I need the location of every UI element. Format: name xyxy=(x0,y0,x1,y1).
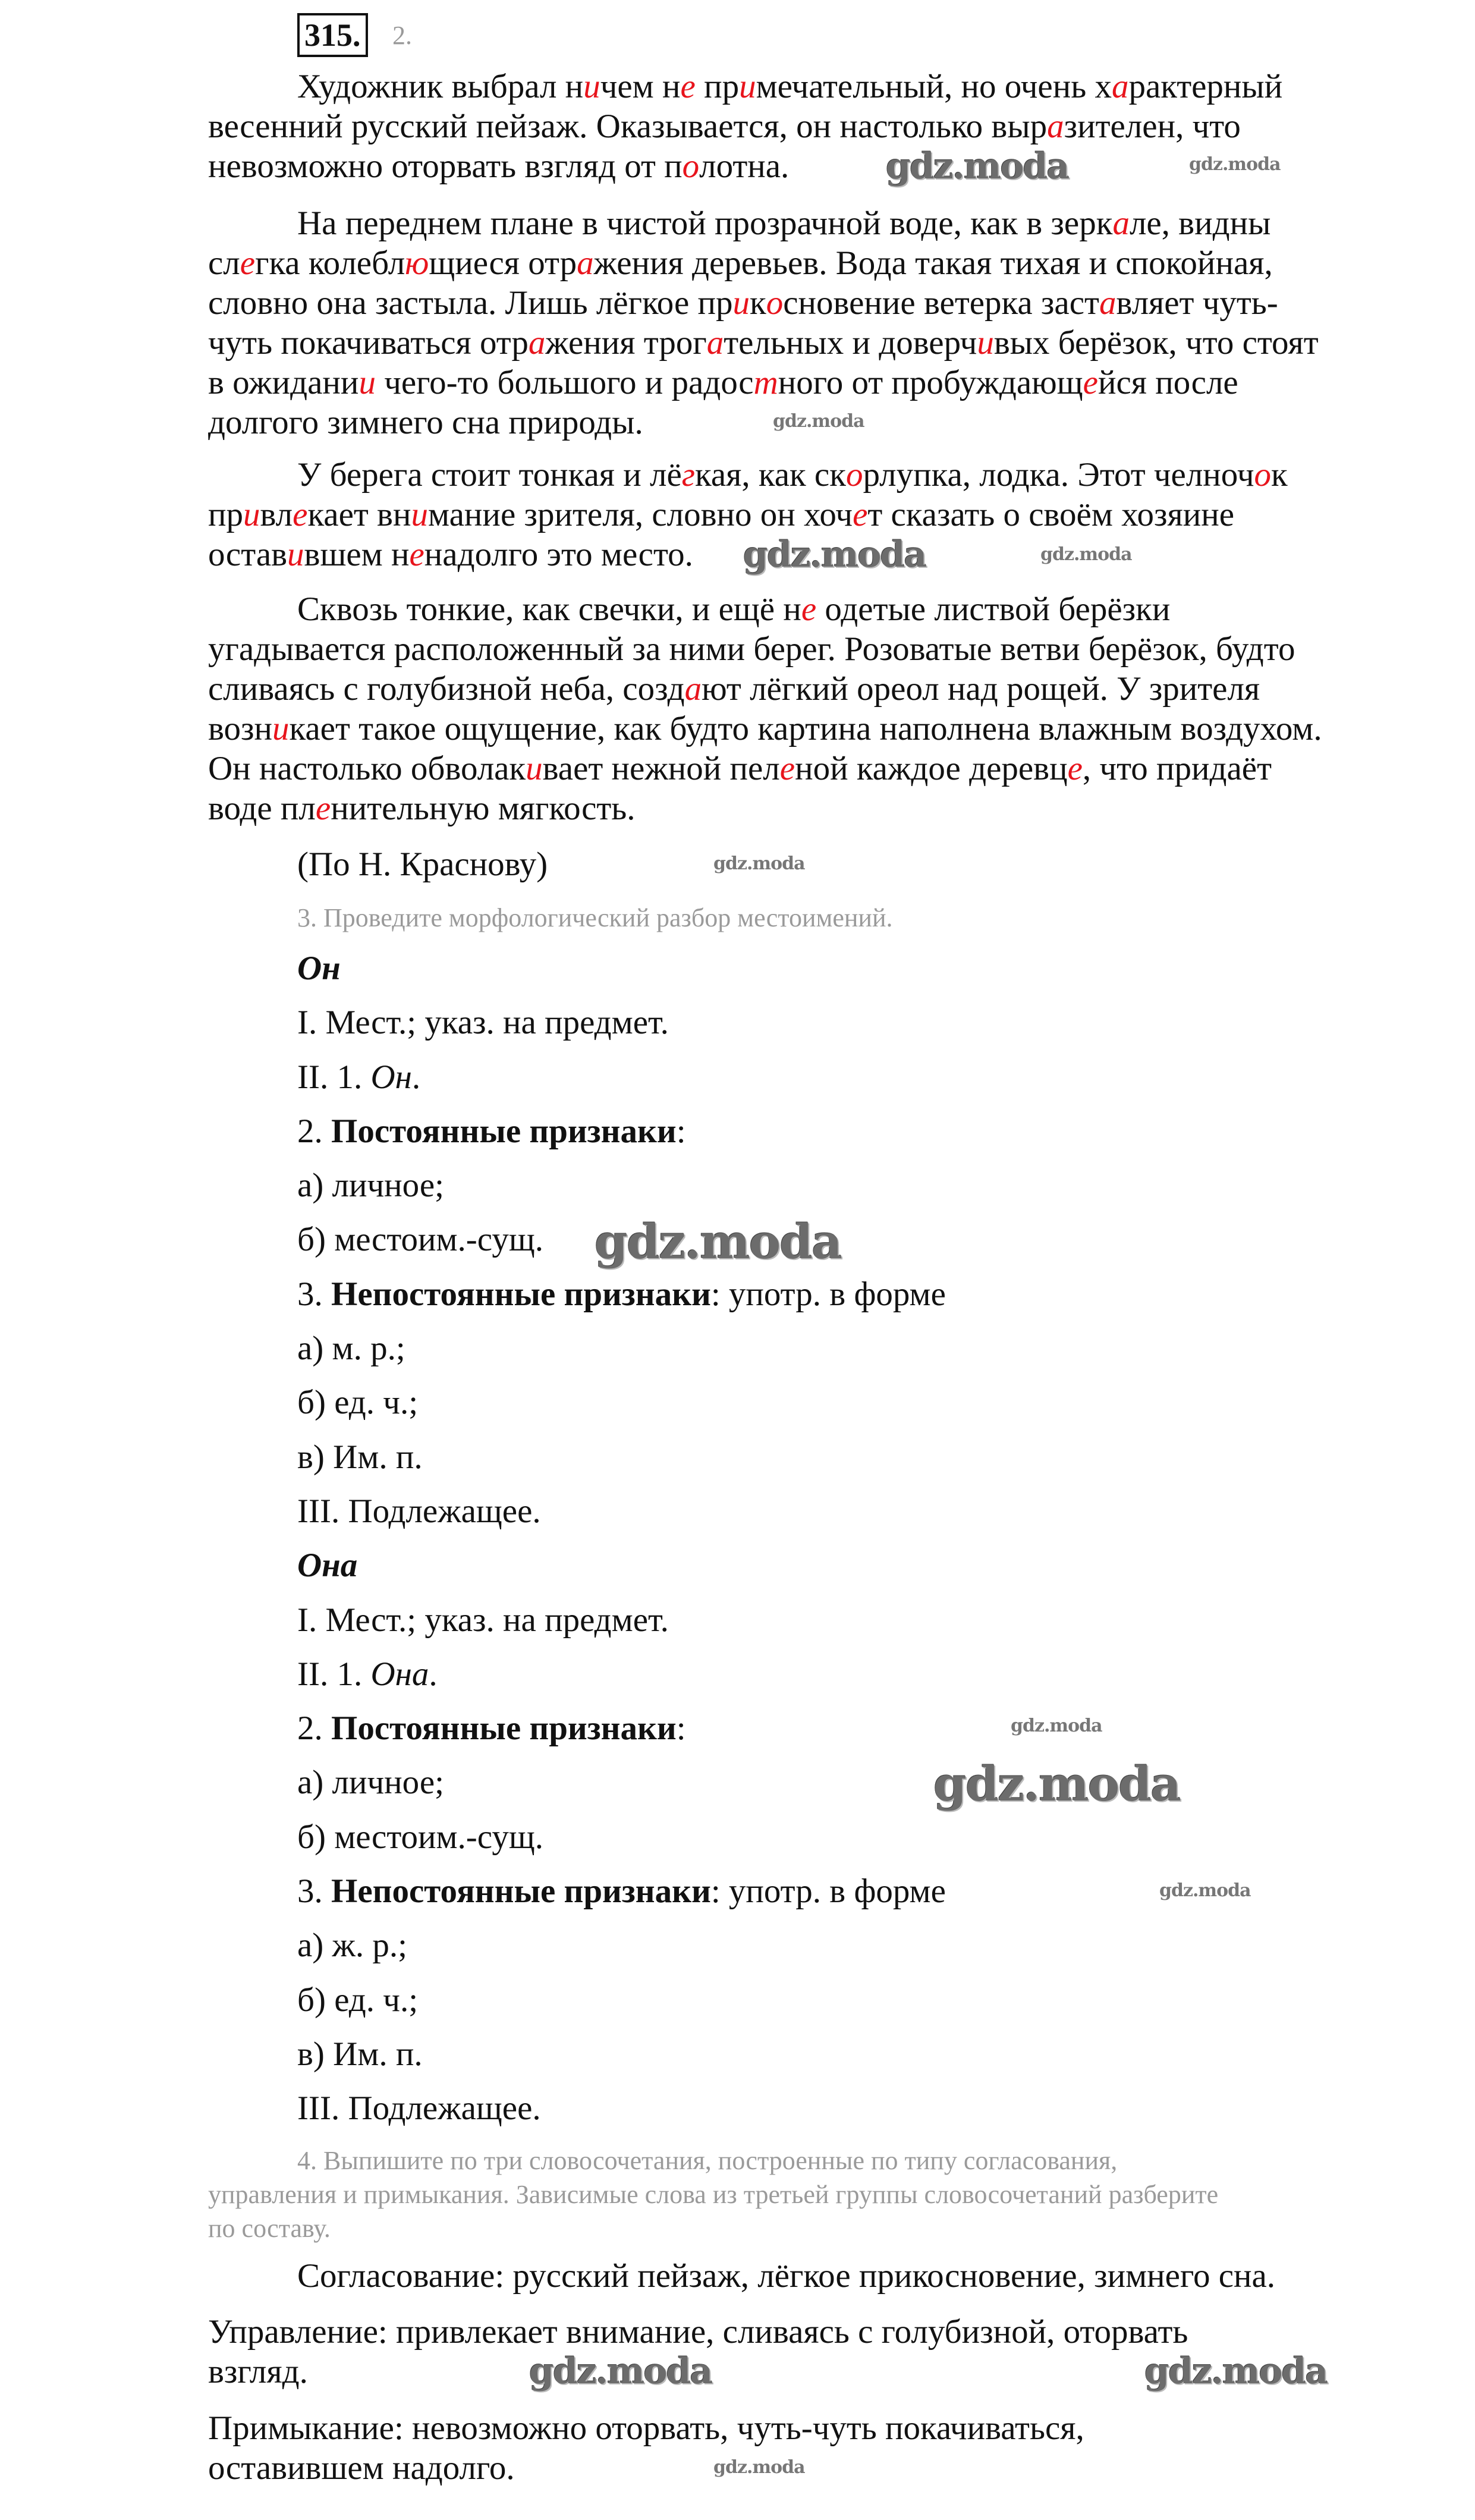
text-line xyxy=(208,669,1322,709)
analysis-item xyxy=(297,1647,946,1701)
source-attribution xyxy=(297,844,548,884)
text-line xyxy=(208,455,1288,495)
watermark: gdz.moda xyxy=(1011,1715,1102,1736)
text-line xyxy=(208,243,1319,283)
watermark: gdz.moda xyxy=(595,1214,841,1270)
text-segment: одетые листвой берёзки xyxy=(816,590,1171,628)
text-segment: угадывается расположенный за ними берег. Розоватые ветви берёзок, будто xyxy=(208,630,1295,668)
highlighted-letter: е xyxy=(315,790,331,827)
highlighted-letter: т xyxy=(753,364,778,401)
text-segment: вляет чуть- xyxy=(1116,284,1278,322)
analysis-item xyxy=(297,1810,946,1864)
watermark: gdz.moda xyxy=(1159,1880,1251,1901)
watermark: gdz.moda xyxy=(773,411,864,432)
text-segment: Непостоянные признаки xyxy=(331,1872,711,1911)
text-segment: вает нежной пел xyxy=(542,750,780,787)
text-segment: : xyxy=(676,1710,686,1748)
pronoun-analysis xyxy=(297,941,946,2136)
text-segment: 2. xyxy=(297,1112,331,1150)
analysis-item xyxy=(297,1158,946,1212)
text-segment: нительную мягкость. xyxy=(331,790,636,827)
text-segment: жения деревьев. Вода такая тихая и спокойная, xyxy=(593,244,1273,282)
text-segment: надолго это место. xyxy=(424,536,693,573)
text-line xyxy=(208,495,1288,535)
text-line xyxy=(208,146,1282,186)
text-segment: невозможно оторвать взгляд от п xyxy=(208,147,683,185)
text-segment: 3. xyxy=(297,1275,331,1313)
exercise-number: 315. xyxy=(297,13,368,57)
highlighted-letter: е xyxy=(293,496,308,533)
text-segment: йся после xyxy=(1097,364,1238,401)
text-line xyxy=(208,67,1282,106)
highlighted-letter: о xyxy=(682,147,700,185)
text-segment: , что придаёт xyxy=(1082,750,1272,787)
text-segment: кает такое ощущение, как будто картина наполнена влажным воздухом. xyxy=(289,710,1322,747)
text-line xyxy=(208,2312,1188,2352)
highlighted-letter: и xyxy=(358,364,376,401)
text-line xyxy=(208,106,1282,146)
highlighted-letter: и xyxy=(287,536,304,573)
highlighted-letter: и xyxy=(243,496,260,533)
analysis-item xyxy=(297,2027,946,2081)
text-segment: в) Им. п. xyxy=(297,1438,423,1476)
text-segment: Художник выбрал н xyxy=(297,68,584,105)
text-segment: Он настолько обволак xyxy=(208,750,526,787)
text-segment: зителен, что xyxy=(1064,108,1241,145)
analysis-item xyxy=(297,1701,946,1755)
text-segment: тельных и доверч xyxy=(724,324,977,362)
highlighted-letter: е xyxy=(240,244,256,282)
text-segment: а) ж. р.; xyxy=(297,1927,407,1965)
text-segment: ного от пробуждающ xyxy=(778,364,1083,401)
analysis-item xyxy=(297,941,946,995)
subtask-number: 2. xyxy=(392,21,412,50)
text-segment: : xyxy=(676,1112,686,1150)
highlighted-letter: о xyxy=(1254,456,1271,494)
text-segment: остав xyxy=(208,536,288,573)
text-line xyxy=(297,2256,1275,2296)
text-line xyxy=(208,788,1322,828)
watermark: gdz.moda xyxy=(1040,544,1132,565)
highlighted-letter: г xyxy=(681,456,696,494)
paragraph-4 xyxy=(208,589,1322,828)
watermark: gdz.moda xyxy=(1144,2351,1328,2392)
paragraph-1 xyxy=(208,67,1282,186)
analysis-item xyxy=(297,1864,946,1918)
highlighted-letter: о xyxy=(845,456,863,494)
highlighted-letter: а xyxy=(528,324,546,362)
text-segment: щиеся отр xyxy=(429,244,577,282)
text-segment: III. Подлежащее. xyxy=(297,1492,541,1530)
text-segment: 2. xyxy=(297,1710,331,1748)
highlighted-letter: е xyxy=(409,536,424,573)
text-segment: ют лёгкий ореол над рощей. У зрителя xyxy=(702,670,1260,708)
text-segment: Она xyxy=(297,1547,358,1585)
analysis-item xyxy=(297,1538,946,1592)
text-segment: б) ед. ч.; xyxy=(297,1981,419,2019)
text-line xyxy=(208,283,1319,323)
adjacency-answer xyxy=(208,2408,1084,2488)
text-segment: по составу. xyxy=(208,2214,331,2243)
text-segment: чем н xyxy=(600,68,681,105)
text-line xyxy=(208,2448,1084,2488)
highlighted-letter: а xyxy=(1099,284,1117,322)
text-segment: Управление: привлекает внимание, сливаясь с голубизной, оторвать xyxy=(208,2313,1188,2351)
text-segment: 4. Выпишите по три словосочетания, построенные по типу согласования, xyxy=(297,2146,1118,2175)
text-line xyxy=(208,203,1319,243)
text-segment: II. 1. xyxy=(297,1655,371,1693)
text-segment: б) ед. ч.; xyxy=(297,1384,419,1422)
text-segment: Примыкание: невозможно оторвать, чуть-чуть покачиваться, xyxy=(208,2409,1084,2447)
text-segment: кая, как ск xyxy=(695,456,846,494)
watermark: gdz.moda xyxy=(713,853,805,874)
highlighted-letter: е xyxy=(801,590,817,628)
text-line xyxy=(297,901,893,935)
text-line xyxy=(208,629,1322,669)
text-segment: II. 1. xyxy=(297,1058,371,1096)
task-4-heading xyxy=(208,2144,1218,2245)
text-segment: : употр. в форме xyxy=(710,1275,946,1313)
text-segment: мание зрителя, словно он хоч xyxy=(427,496,853,533)
text-line xyxy=(208,2177,1218,2211)
text-segment: Непостоянные признаки xyxy=(331,1275,711,1313)
analysis-item xyxy=(297,1267,946,1321)
text-segment: долгого зимнего сна природы. xyxy=(208,404,643,441)
watermark: gdz.moda xyxy=(529,2351,712,2392)
text-segment: б) местоим.-сущ. xyxy=(297,1221,543,1259)
text-line xyxy=(208,589,1322,629)
text-segment: вл xyxy=(260,496,293,533)
text-segment: в) Им. п. xyxy=(297,2035,423,2073)
highlighted-letter: и xyxy=(739,68,756,105)
text-segment: сливаясь с голубизной неба, созд xyxy=(208,670,685,708)
analysis-item xyxy=(297,1593,946,1647)
text-segment: . xyxy=(429,1655,438,1693)
text-segment: вых берёзок, что стоят xyxy=(993,324,1319,362)
text-segment: управления и примыкания. Зависимые слова из третьей группы словосочетаний разберите xyxy=(208,2180,1219,2209)
text-segment: Постоянные признаки xyxy=(331,1710,677,1748)
text-segment: ле, видны xyxy=(1129,205,1271,242)
text-segment: чуть покачиваться отр xyxy=(208,324,529,362)
text-line xyxy=(208,2408,1084,2448)
paragraph-2 xyxy=(208,203,1319,442)
text-segment: вшем н xyxy=(304,536,410,573)
text-segment: б) местоим.-сущ. xyxy=(297,1818,543,1856)
text-segment: пр xyxy=(695,68,740,105)
agreement-answer xyxy=(297,2256,1275,2296)
analysis-item xyxy=(297,1918,946,1972)
text-segment: в ожидани xyxy=(208,364,359,401)
text-segment: т сказать о своём хозяине xyxy=(867,496,1235,533)
watermark: gdz.moda xyxy=(1189,154,1281,175)
analysis-item xyxy=(297,1430,946,1484)
highlighted-letter: о xyxy=(766,284,784,322)
highlighted-letter: е xyxy=(680,68,696,105)
analysis-item xyxy=(297,1484,946,1538)
text-segment: воде пл xyxy=(208,790,316,827)
text-segment: У берега стоит тонкая и лё xyxy=(297,456,682,494)
text-segment: оставившем надолго. xyxy=(208,2449,515,2487)
text-segment: лотна. xyxy=(699,147,790,185)
highlighted-letter: ю xyxy=(405,244,429,282)
text-segment: взгляд. xyxy=(208,2353,308,2390)
highlighted-letter: и xyxy=(411,496,428,533)
text-segment: Он xyxy=(370,1058,412,1096)
text-segment: сл xyxy=(208,244,240,282)
text-line xyxy=(208,323,1319,363)
highlighted-letter: е xyxy=(1083,364,1098,401)
text-segment: к xyxy=(750,284,766,322)
text-segment: чего-то большого и радос xyxy=(375,364,754,401)
text-segment: : употр. в форме xyxy=(710,1872,946,1911)
highlighted-letter: а xyxy=(1047,108,1064,145)
text-segment: 3. xyxy=(297,1872,331,1911)
analysis-item xyxy=(297,1375,946,1429)
text-segment: словно она застыла. Лишь лёгкое пр xyxy=(208,284,733,322)
text-segment: рлупка, лодка. Этот челноч xyxy=(863,456,1254,494)
text-segment: Сквозь тонкие, как свечки, и ещё н xyxy=(297,590,801,628)
analysis-item xyxy=(297,1104,946,1158)
text-segment: гка колебл xyxy=(255,244,405,282)
highlighted-letter: и xyxy=(732,284,750,322)
highlighted-letter: и xyxy=(977,324,994,362)
analysis-item xyxy=(297,2081,946,2135)
text-segment: рактерный xyxy=(1128,68,1283,105)
text-segment: к xyxy=(1271,456,1288,494)
text-segment: кает вн xyxy=(307,496,411,533)
highlighted-letter: а xyxy=(1111,68,1129,105)
text-segment: (По Н. Краснову) xyxy=(297,846,548,883)
text-segment: а) личное; xyxy=(297,1764,444,1802)
watermark: gdz.moda xyxy=(743,534,926,576)
analysis-item xyxy=(297,1050,946,1104)
highlighted-letter: е xyxy=(779,750,795,787)
highlighted-letter: а xyxy=(706,324,724,362)
text-segment: Постоянные признаки xyxy=(331,1112,677,1150)
text-line xyxy=(208,2144,1218,2177)
text-segment: Он xyxy=(297,950,341,987)
highlighted-letter: а xyxy=(1112,205,1130,242)
text-line xyxy=(208,403,1319,442)
analysis-item xyxy=(297,1973,946,2027)
text-segment: а) личное; xyxy=(297,1167,444,1205)
text-segment: ной каждое деревц xyxy=(795,750,1068,787)
analysis-item xyxy=(297,1755,946,1809)
text-segment: жения трог xyxy=(545,324,707,362)
highlighted-letter: и xyxy=(272,710,290,747)
text-segment: сновение ветерка заст xyxy=(783,284,1099,322)
text-segment: весенний русский пейзаж. Оказывается, он настолько выр xyxy=(208,108,1048,145)
text-segment: пр xyxy=(208,496,244,533)
text-segment: III. Подлежащее. xyxy=(297,2089,541,2128)
text-segment: 3. Проведите морфологический разбор местоимений. xyxy=(297,903,893,932)
text-line xyxy=(208,749,1322,788)
text-line xyxy=(208,2211,1218,2245)
text-line xyxy=(208,363,1319,403)
text-segment: . xyxy=(411,1058,421,1096)
text-segment: возн xyxy=(208,710,273,747)
highlighted-letter: и xyxy=(526,750,543,787)
text-segment: а) м. р.; xyxy=(297,1330,405,1368)
watermark: gdz.moda xyxy=(886,146,1069,187)
text-segment: Она xyxy=(370,1655,429,1693)
watermark: gdz.moda xyxy=(713,2457,805,2478)
text-segment: I. Мест.; указ. на предмет. xyxy=(297,1004,669,1042)
highlighted-letter: а xyxy=(684,670,702,708)
text-segment: I. Мест.; указ. на предмет. xyxy=(297,1601,669,1639)
highlighted-letter: е xyxy=(1067,750,1083,787)
text-segment: мечательный, но очень х xyxy=(756,68,1112,105)
text-segment: Согласование: русский пейзаж, лёгкое прикосновение, зимнего сна. xyxy=(297,2257,1276,2295)
text-line xyxy=(208,709,1322,749)
text-line xyxy=(297,844,548,884)
highlighted-letter: а xyxy=(577,244,594,282)
watermark: gdz.moda xyxy=(933,1756,1180,1812)
task-3-heading xyxy=(297,901,893,935)
analysis-item xyxy=(297,1321,946,1375)
analysis-item xyxy=(297,995,946,1050)
highlighted-letter: е xyxy=(853,496,868,533)
highlighted-letter: и xyxy=(583,68,600,105)
text-segment: На переднем плане в чистой прозрачной воде, как в зерк xyxy=(297,205,1113,242)
